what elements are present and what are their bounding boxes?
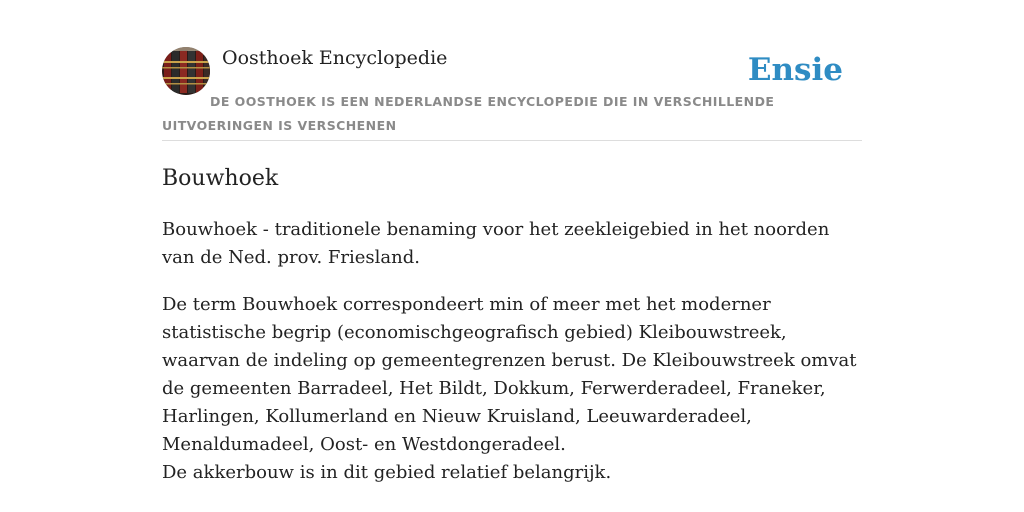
page-header [162, 46, 862, 141]
source-name[interactable]: Oosthoek Encyclopedie [222, 47, 448, 69]
source-tagline: DE OOSTHOEK IS EEN NEDERLANDSE ENCYCLOPEDIE DIE IN VERSCHILLENDE UITVOERINGEN IS VERSCHENEN [162, 94, 775, 133]
article-paragraph-3: De akkerbouw is in dit gebied relatief belangrijk. [162, 462, 612, 483]
article-title: Bouwhoek [162, 166, 279, 191]
article-paragraph-1: Bouwhoek - traditionele benaming voor het zeekleigebied in het noorden van de Ned. prov. Friesland. [162, 219, 830, 268]
article-paragraph-2: De term Bouwhoek correspondeert min of meer met het moderner statistische begrip (economischgeografisch gebied) Kleibouwstreek, waarvan de indeling op gemeentegrenzen berust. De Kleibouwstreek omvat de gemeenten Barradeel, Het Bildt, Dokkum, Ferwerderadeel, Franeker, Harlingen, Kollumerland en Nieuw Kruisland, Leeuwarderadeel, Menaldumadeel, Oost- en Westdongeradeel. [162, 294, 857, 455]
brand-logo[interactable]: Ensie [747, 52, 843, 88]
encyclopedia-books-icon[interactable] [162, 47, 210, 95]
